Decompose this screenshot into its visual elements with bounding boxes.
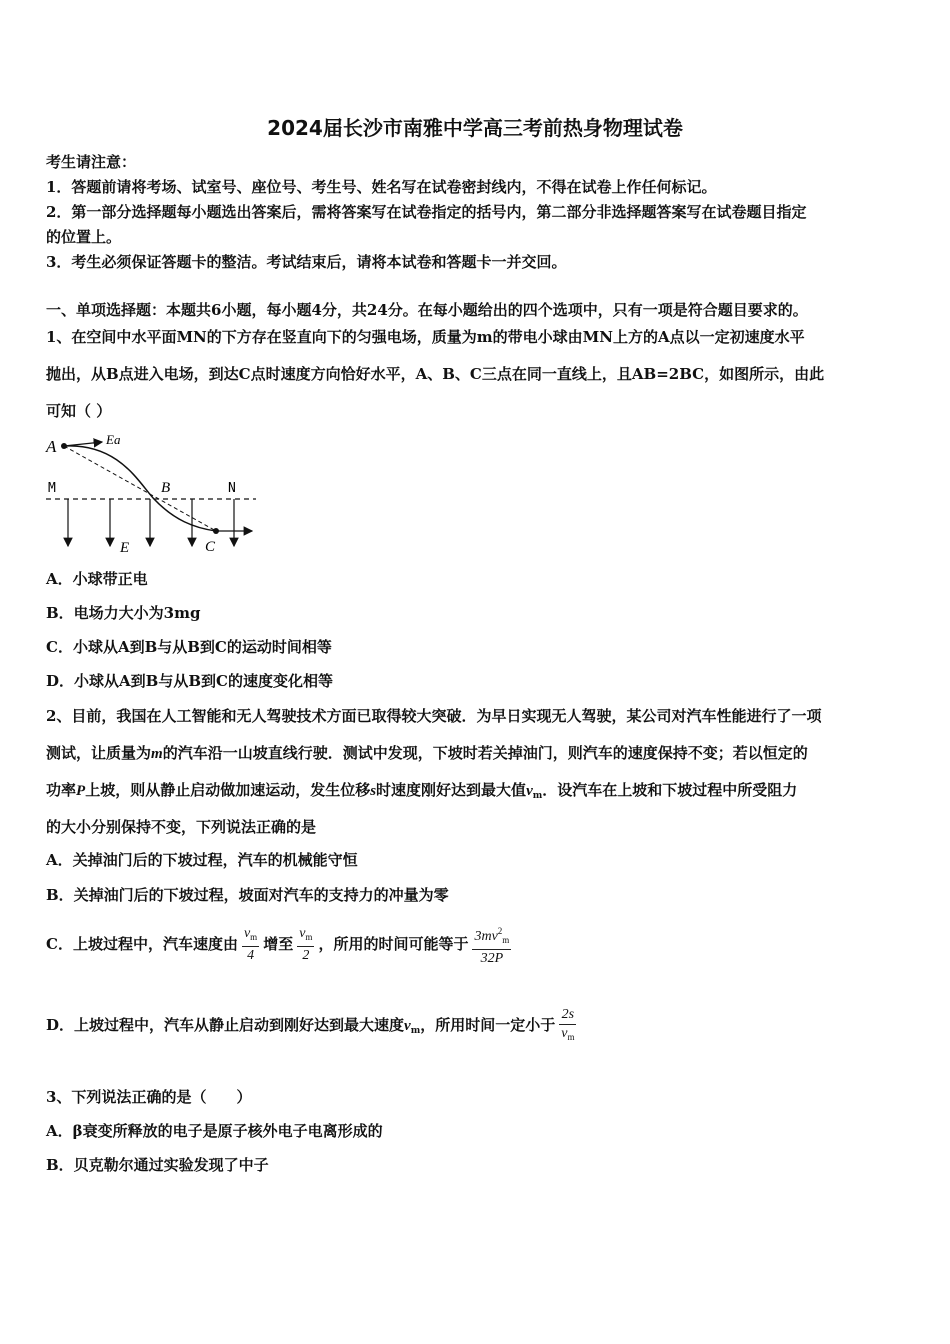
- option-a: A．β衰变所释放的电子是原子核外电子电离形成的: [46, 1122, 383, 1140]
- section-heading: 一、单项选择题：本题共6小题，每小题4分，共24分。在每小题给出的四个选项中，只有一项是符合题目要求的。: [46, 301, 808, 319]
- label-e: E: [120, 540, 130, 556]
- option-d: D．上坡过程中，汽车从静止启动到刚好达到最大速度$v_m$，所用时间一定小于 $\frac{2s}{v_m}$: [46, 1006, 580, 1050]
- question-3-line: 3、下列说法正确的是（ ）: [46, 1088, 252, 1106]
- notice-item: 2．第一部分选择题每小题选出答案后，需将答案写在试卷指定的括号内，第二部分非选择题答案写在试卷题目指定: [46, 203, 807, 221]
- option-d: D．小球从A到B与从B到C的速度变化相等: [46, 672, 333, 690]
- question-2-line: 2、目前，我国在人工智能和无人驾驶技术方面已取得较大突破．为早日实现无人驾驶，某公司对汽车性能进行了一项: [46, 707, 822, 725]
- fraction: $\frac{2s}{v_m}$: [561, 1007, 575, 1042]
- option-b: B．关掉油门后的下坡过程，坡面对汽车的支持力的冲量为零: [46, 886, 449, 904]
- option-b: B．贝克勒尔通过实验发现了中子: [46, 1156, 269, 1174]
- option-c: C．小球从A到B与从B到C的运动时间相等: [46, 638, 332, 656]
- fraction: $\frac{v_m}{4}$: [243, 926, 258, 963]
- fraction: $\frac{3mv^2_m}{32P}$: [472, 922, 511, 968]
- label-initial-velocity: Ea: [106, 432, 121, 447]
- label-n: N: [228, 481, 236, 496]
- question-1-line: 1、在空间中水平面MN的下方存在竖直向下的匀强电场，质量为m的带电小球由MN上方的A点以一定初速度水平: [46, 328, 805, 346]
- question-1-line: 可知（ ）: [46, 402, 112, 420]
- notice-heading: 考生请注意：: [46, 153, 137, 171]
- label-m: M: [48, 481, 56, 496]
- label-b: B: [161, 480, 171, 496]
- notice-item: 1．答题前请将考场、试室号、座位号、考生号、姓名写在试卷密封线内，不得在试卷上作任何标记。: [46, 178, 717, 196]
- option-c: C．上坡过程中，汽车速度由 $\frac{v_m}{4}$ 增至 $\frac{v_m}{2}$ ，所用的时间可能等于 $\frac{3mv^2_m}{32P}$: [46, 922, 515, 968]
- initial-velocity-arrow: [64, 442, 102, 446]
- option-a: A．关掉油门后的下坡过程，汽车的机械能守恒: [46, 851, 358, 869]
- notice-item: 3．考生必须保证答题卡的整洁。考试结束后，请将本试卷和答题卡一并交回。: [46, 253, 567, 271]
- question-2-line: 测试，让质量为m的汽车沿一山坡直线行驶．测试中发现，下坡时若关掉油门，则汽车的速度保持不变；若以恒定的: [46, 744, 808, 762]
- fraction: $\frac{v_m}{2}$: [299, 926, 313, 963]
- label-c: C: [205, 539, 216, 555]
- page-title: 2024届长沙市南雅中学高三考前热身物理试卷: [267, 116, 683, 140]
- abc-dashed-line: [64, 446, 216, 531]
- question-1-figure: [44, 428, 264, 558]
- label-a: A: [46, 437, 57, 456]
- point-c: [213, 528, 219, 534]
- question-2-line: 的大小分别保持不变，下列说法正确的是: [46, 818, 317, 836]
- question-2-line: 功率P上坡，则从静止启动做加速运动，发生位移s时速度刚好达到最大值$v_m$．设汽车在上坡和下坡过程中所受阻力: [46, 781, 798, 801]
- question-1-line: 抛出，从B点进入电场，到达C点时速度方向恰好水平，A、B、C三点在同一直线上，且AB=2BC，如图所示，由此: [46, 365, 825, 383]
- option-b: B．电场力大小为3mg: [46, 604, 201, 622]
- notice-item: 的位置上。: [46, 228, 122, 246]
- option-a: A．小球带正电: [46, 570, 148, 588]
- point-a: [61, 443, 67, 449]
